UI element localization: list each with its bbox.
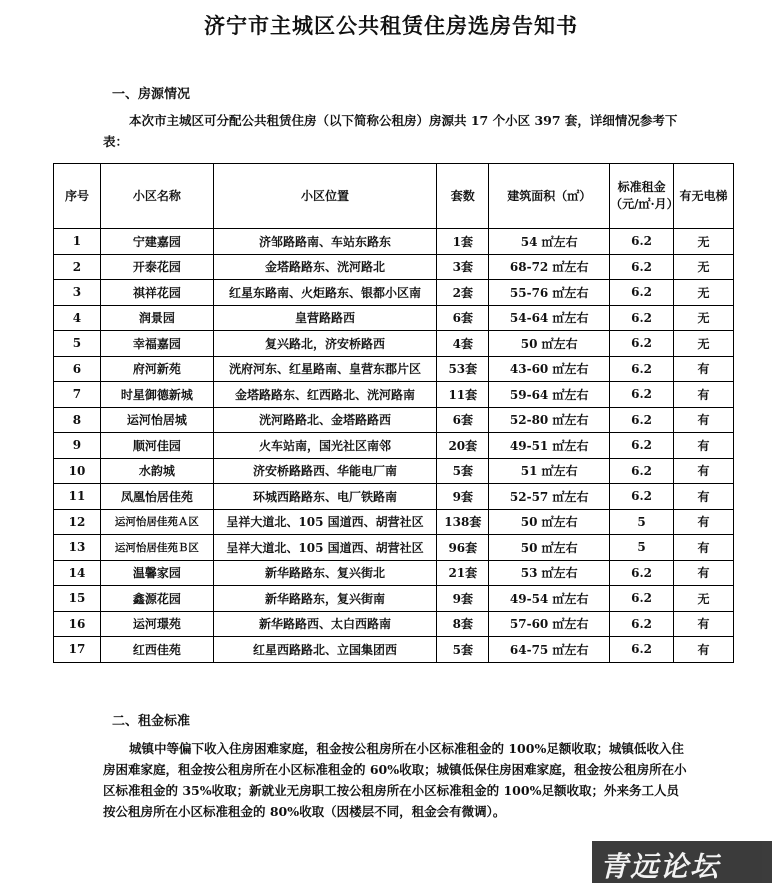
row-units: 9套 <box>437 586 489 612</box>
row-elevator: 有 <box>674 382 734 408</box>
row-community: 幸福嘉园 <box>100 331 213 357</box>
row-index: 13 <box>54 535 101 561</box>
forum-watermark <box>592 841 772 883</box>
row-index: 17 <box>54 637 101 663</box>
row-elevator: 有 <box>674 637 734 663</box>
row-elevator: 有 <box>674 458 734 484</box>
row-community: 时星御德新城 <box>100 382 213 408</box>
row-elevator: 有 <box>674 433 734 459</box>
row-location: 环城西路路东、电厂铁路南 <box>213 484 437 510</box>
row-location: 济邹路路南、车站东路东 <box>213 229 437 255</box>
row-location: 火车站南，国光社区南邻 <box>213 433 437 459</box>
row-community: 温馨家园 <box>100 560 213 586</box>
header-units: 套数 <box>437 164 489 229</box>
row-rent: 6.2 <box>610 305 674 331</box>
table-row <box>54 637 734 663</box>
row-rent: 6.2 <box>610 433 674 459</box>
row-elevator: 有 <box>674 611 734 637</box>
row-rent: 6.2 <box>610 407 674 433</box>
row-area: 50 ㎡左右 <box>489 331 610 357</box>
row-area: 55-76 ㎡左右 <box>489 280 610 306</box>
table-row <box>54 280 734 306</box>
row-index: 12 <box>54 509 101 535</box>
header-community: 小区名称 <box>100 164 213 229</box>
row-units: 3套 <box>437 254 489 280</box>
row-units: 21套 <box>437 560 489 586</box>
row-rent: 6.2 <box>610 356 674 382</box>
row-rent: 6.2 <box>610 637 674 663</box>
row-area: 52-80 ㎡左右 <box>489 407 610 433</box>
table-row <box>54 407 734 433</box>
table-row <box>54 611 734 637</box>
row-area: 50 ㎡左右 <box>489 535 610 561</box>
row-location: 金塔路路东、洸河路北 <box>213 254 437 280</box>
table-row <box>54 382 734 408</box>
row-community: 宁建嘉园 <box>100 229 213 255</box>
row-location: 皇营路路西 <box>213 305 437 331</box>
row-rent: 6.2 <box>610 280 674 306</box>
row-area: 52-57 ㎡左右 <box>489 484 610 510</box>
table-row <box>54 458 734 484</box>
row-location: 复兴路北，济安桥路西 <box>213 331 437 357</box>
row-index: 3 <box>54 280 101 306</box>
row-area: 68-72 ㎡左右 <box>489 254 610 280</box>
row-community: 运河怡居佳苑Ａ区 <box>100 509 213 535</box>
row-rent: 6.2 <box>610 484 674 510</box>
table-row <box>54 229 734 255</box>
row-index: 11 <box>54 484 101 510</box>
row-location: 呈祥大道北、105 国道西、胡营社区 <box>213 509 437 535</box>
row-index: 16 <box>54 611 101 637</box>
table-row <box>54 560 734 586</box>
housing-table <box>53 163 734 663</box>
row-units: 5套 <box>437 637 489 663</box>
row-units: 53套 <box>437 356 489 382</box>
row-community: 润景园 <box>100 305 213 331</box>
section-heading-housing: 一、房源情况 <box>112 87 191 102</box>
row-index: 5 <box>54 331 101 357</box>
row-area: 53 ㎡左右 <box>489 560 610 586</box>
row-index: 15 <box>54 586 101 612</box>
row-community: 鑫源花园 <box>100 586 213 612</box>
row-area: 54-64 ㎡左右 <box>489 305 610 331</box>
table-row <box>54 331 734 357</box>
row-area: 49-51 ㎡左右 <box>489 433 610 459</box>
row-index: 1 <box>54 229 101 255</box>
table-row <box>54 356 734 382</box>
header-location: 小区位置 <box>213 164 437 229</box>
row-elevator: 有 <box>674 407 734 433</box>
row-elevator: 无 <box>674 280 734 306</box>
table-row <box>54 509 734 535</box>
row-index: 2 <box>54 254 101 280</box>
row-units: 6套 <box>437 305 489 331</box>
row-index: 7 <box>54 382 101 408</box>
housing-intro-paragraph: 本次市主城区可分配公共租赁住房（以下简称公租房）房源共 17 个小区 397 套，详细情况参考下表： <box>103 113 678 149</box>
row-location: 呈祥大道北、105 国道西、胡营社区 <box>213 535 437 561</box>
rent-standard-paragraph: 城镇中等偏下收入住房困难家庭，租金按公租房所在小区标准租金的 100%足额收取；城镇低收入住房困难家庭，租金按公租房所在小区标准租金的 60%收取；城镇低保住房困难家庭，租金按公租房所在小区标准租金的 35%收取；新就业无房职工按公租房所在小区标准租金的 100%足额收取；外来务工人员按公租房所在小区标准租金的 80%收取（因楼层不同，租金会有微调）。 <box>103 741 687 819</box>
row-rent: 6.2 <box>610 458 674 484</box>
row-location: 洸河路路北、金塔路路西 <box>213 407 437 433</box>
row-community: 顺河佳园 <box>100 433 213 459</box>
row-community: 水韵城 <box>100 458 213 484</box>
row-rent: 5 <box>610 509 674 535</box>
row-location: 洸府河东、红星路南、皇营东郡片区 <box>213 356 437 382</box>
row-elevator: 有 <box>674 356 734 382</box>
row-units: 96套 <box>437 535 489 561</box>
row-elevator: 无 <box>674 305 734 331</box>
row-location: 新华路路东，复兴街南 <box>213 586 437 612</box>
row-area: 64-75 ㎡左右 <box>489 637 610 663</box>
row-units: 8套 <box>437 611 489 637</box>
row-rent: 6.2 <box>610 229 674 255</box>
section-heading-rent: 二、租金标准 <box>112 714 191 729</box>
row-location: 济安桥路路西、华能电厂南 <box>213 458 437 484</box>
row-community: 运河怡居城 <box>100 407 213 433</box>
row-units: 9套 <box>437 484 489 510</box>
row-rent: 6.2 <box>610 586 674 612</box>
row-elevator: 有 <box>674 509 734 535</box>
row-area: 50 ㎡左右 <box>489 509 610 535</box>
header-area: 建筑面积（㎡） <box>489 164 610 229</box>
row-community: 祺祥花园 <box>100 280 213 306</box>
row-units: 20套 <box>437 433 489 459</box>
header-index: 序号 <box>54 164 101 229</box>
row-location: 新华路路东、复兴街北 <box>213 560 437 586</box>
row-area: 43-60 ㎡左右 <box>489 356 610 382</box>
row-rent: 6.2 <box>610 560 674 586</box>
table-row <box>54 305 734 331</box>
row-units: 138套 <box>437 509 489 535</box>
table-row <box>54 433 734 459</box>
row-elevator: 有 <box>674 484 734 510</box>
row-area: 59-64 ㎡左右 <box>489 382 610 408</box>
document-title: 济宁市主城区公共租赁住房选房告知书 <box>204 14 578 38</box>
row-area: 49-54 ㎡左右 <box>489 586 610 612</box>
row-community: 红西佳苑 <box>100 637 213 663</box>
table-row <box>54 586 734 612</box>
row-elevator: 无 <box>674 586 734 612</box>
row-elevator: 无 <box>674 254 734 280</box>
table-row <box>54 254 734 280</box>
row-area: 57-60 ㎡左右 <box>489 611 610 637</box>
row-rent: 6.2 <box>610 254 674 280</box>
row-location: 金塔路路东、红西路北、洸河路南 <box>213 382 437 408</box>
header-rent: 标准租金（元/㎡·月） <box>610 164 674 229</box>
row-elevator: 无 <box>674 229 734 255</box>
table-row <box>54 484 734 510</box>
table-header-row <box>54 164 734 229</box>
row-community: 运河怡居佳苑Ｂ区 <box>100 535 213 561</box>
row-rent: 6.2 <box>610 382 674 408</box>
header-elevator: 有无电梯 <box>674 164 734 229</box>
row-elevator: 有 <box>674 560 734 586</box>
row-index: 8 <box>54 407 101 433</box>
row-elevator: 无 <box>674 331 734 357</box>
row-location: 新华路路西、太白西路南 <box>213 611 437 637</box>
row-units: 1套 <box>437 229 489 255</box>
row-community: 府河新苑 <box>100 356 213 382</box>
row-units: 6套 <box>437 407 489 433</box>
row-units: 4套 <box>437 331 489 357</box>
row-elevator: 有 <box>674 535 734 561</box>
row-rent: 6.2 <box>610 331 674 357</box>
row-area: 51 ㎡左右 <box>489 458 610 484</box>
watermark-text: 青远论坛 <box>600 850 721 883</box>
row-index: 6 <box>54 356 101 382</box>
row-units: 11套 <box>437 382 489 408</box>
row-index: 14 <box>54 560 101 586</box>
row-area: 54 ㎡左右 <box>489 229 610 255</box>
table-row <box>54 535 734 561</box>
row-index: 10 <box>54 458 101 484</box>
row-units: 5套 <box>437 458 489 484</box>
row-index: 9 <box>54 433 101 459</box>
row-units: 2套 <box>437 280 489 306</box>
row-location: 红星西路路北、立国集团西 <box>213 637 437 663</box>
row-community: 凤凰怡居佳苑 <box>100 484 213 510</box>
row-location: 红星东路南、火炬路东、银都小区南 <box>213 280 437 306</box>
row-index: 4 <box>54 305 101 331</box>
row-community: 开泰花园 <box>100 254 213 280</box>
row-rent: 5 <box>610 535 674 561</box>
row-rent: 6.2 <box>610 611 674 637</box>
row-community: 运河璟苑 <box>100 611 213 637</box>
